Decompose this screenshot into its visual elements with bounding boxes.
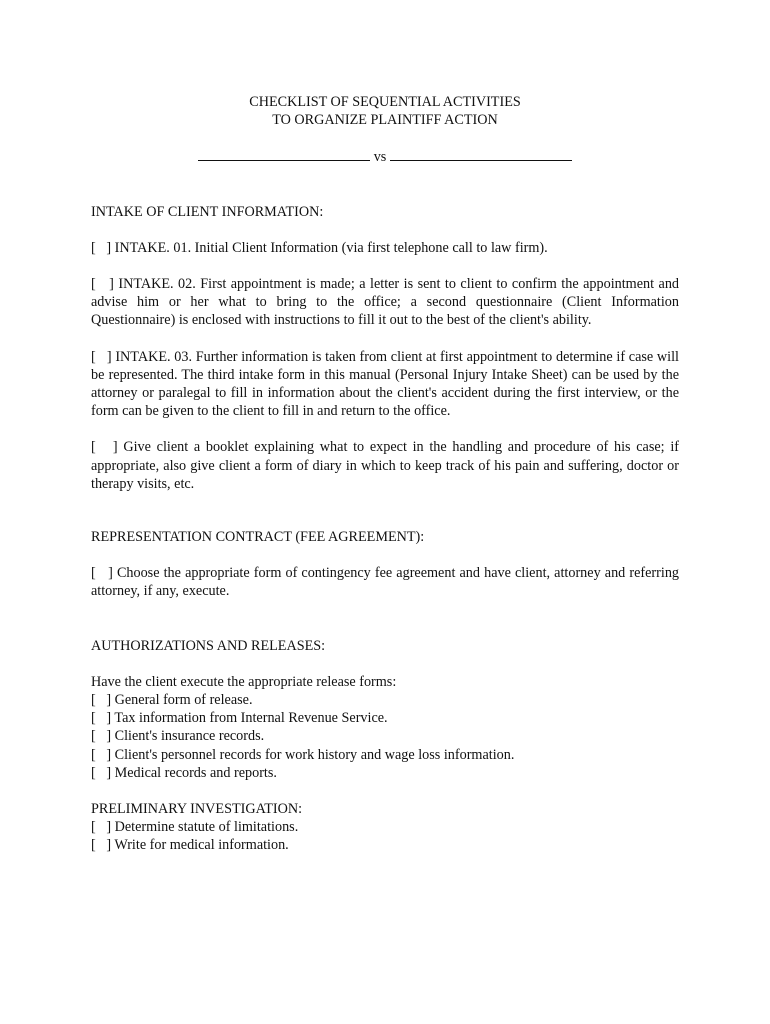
authorizations-list xyxy=(91,691,679,782)
document-page xyxy=(91,93,679,855)
defendant-blank xyxy=(390,147,572,161)
case-parties-line xyxy=(91,147,679,166)
list-item xyxy=(91,746,679,764)
list-item-text: Determine statute of limitations. xyxy=(114,819,299,836)
checklist-item-text: INTAKE. 02. First appointment is made; a letter is sent to client to confirm the appointment and advise him or her what to bring to the office; a second questionnaire (Client Information Questionnaire) is enclosed with instructions to fill it out to the best of the client's ability. xyxy=(91,276,680,329)
list-item-text: General form of release. xyxy=(114,692,253,709)
title-line-2: TO ORGANIZE PLAINTIFF ACTION xyxy=(272,112,498,129)
checkbox: [ ] xyxy=(91,837,112,854)
list-item xyxy=(91,764,679,782)
checkbox: [ ] xyxy=(91,239,112,256)
list-item-text: Client's insurance records. xyxy=(114,728,265,745)
checklist-item-intake-01 xyxy=(91,239,679,257)
section-heading-authorizations: AUTHORIZATIONS AND RELEASES: xyxy=(91,637,326,654)
checkbox: [ ] xyxy=(91,692,112,709)
list-item xyxy=(91,836,679,854)
list-item xyxy=(91,727,679,745)
vs-label: vs xyxy=(373,149,387,166)
list-item-text: Write for medical information. xyxy=(114,837,289,854)
list-item xyxy=(91,691,679,709)
list-item-text: Medical records and reports. xyxy=(114,764,277,781)
checklist-item-text: Choose the appropriate form of contingency fee agreement and have client, attorney and referring attorney, if any, execute. xyxy=(91,565,680,600)
checkbox: [ ] xyxy=(91,746,112,763)
checkbox: [ ] xyxy=(91,728,112,745)
checklist-item-text: Give client a booklet explaining what to expect in the handling and procedure of his case; if appropriate, also give client a form of diary in which to keep track of his pain and suffering, doctor or therapy visits, etc. xyxy=(91,439,680,492)
list-item-text: Tax information from Internal Revenue Service. xyxy=(114,710,388,727)
checklist-item-intake-03 xyxy=(91,348,679,421)
section-heading-intake: INTAKE OF CLIENT INFORMATION: xyxy=(91,203,324,220)
list-item xyxy=(91,818,679,836)
checklist-item-intake-02 xyxy=(91,275,679,330)
section-heading-investigation: PRELIMINARY INVESTIGATION: xyxy=(91,801,303,818)
checklist-item-text: INTAKE. 01. Initial Client Information (via first telephone call to law firm). xyxy=(114,239,548,256)
authorizations-intro: Have the client execute the appropriate release forms: xyxy=(91,673,397,690)
checkbox: [ ] xyxy=(91,276,114,293)
section-heading-representation: REPRESENTATION CONTRACT (FEE AGREEMENT): xyxy=(91,529,425,546)
title-line-1: CHECKLIST OF SEQUENTIAL ACTIVITIES xyxy=(249,94,521,110)
plaintiff-blank xyxy=(198,147,370,161)
checklist-item-fee-agreement xyxy=(91,564,679,600)
checkbox: [ ] xyxy=(91,819,112,836)
list-item-text: Client's personnel records for work history and wage loss information. xyxy=(114,746,515,763)
list-item xyxy=(91,709,679,727)
checkbox: [ ] xyxy=(91,764,112,781)
document-title xyxy=(91,93,679,129)
checkbox: [ ] xyxy=(91,348,112,365)
checkbox: [ ] xyxy=(91,710,112,727)
checkbox: [ ] xyxy=(91,439,118,456)
checklist-item-booklet xyxy=(91,438,679,493)
checklist-item-text: INTAKE. 03. Further information is taken from client at first appointment to determine if case will be represented. The third intake form in this manual (Personal Injury Intake Sheet) can be used by the attorney or paralegal to fill in information about the client's accident during the first interview, or the form can be given to the client to fill in and return to the office. xyxy=(91,348,679,420)
checkbox: [ ] xyxy=(91,565,113,582)
investigation-list xyxy=(91,818,679,854)
